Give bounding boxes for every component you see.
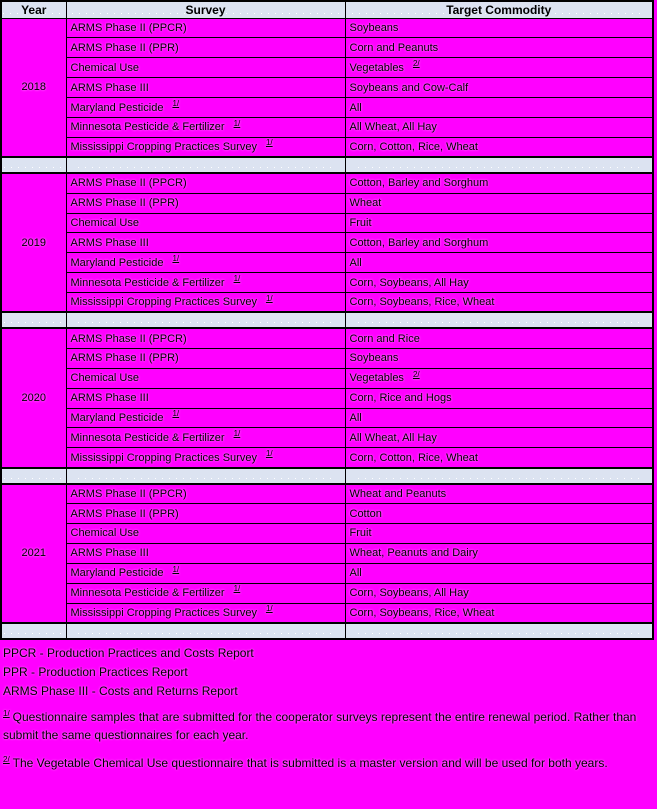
commodity-cell-text: All Wheat, All Hay <box>349 431 437 444</box>
survey-cell-text: ARMS Phase II (PPR) <box>70 197 179 210</box>
survey-cell-text: Mississippi Cropping Practices Survey <box>70 451 257 464</box>
survey-cell <box>66 428 345 448</box>
separator-cell <box>1 623 66 639</box>
footnote-marker: 2/ <box>412 369 420 379</box>
footnote-marker: 1/ <box>265 138 273 148</box>
survey-cell <box>66 58 345 78</box>
survey-cell <box>66 233 345 253</box>
commodity-cell-text: Corn, Soybeans, All Hay <box>349 276 469 289</box>
table-row <box>1 38 653 58</box>
survey-cell-text: Mississippi Cropping Practices Survey <box>70 606 257 619</box>
commodity-cell-text: Wheat, Peanuts and Dairy <box>349 547 478 560</box>
survey-cell <box>66 98 345 118</box>
footnote-2-text: The Vegetable Chemical Use questionnaire that is submitted is a master version and will be used for both years. <box>12 755 608 770</box>
separator-cell <box>1 312 66 328</box>
table-row <box>1 428 653 448</box>
survey-cell <box>66 38 345 58</box>
commodity-cell-text: All <box>349 256 362 269</box>
table-row <box>1 448 653 468</box>
footnote-marker: 1/ <box>233 273 241 283</box>
table-row <box>1 603 653 623</box>
survey-cell <box>66 563 345 583</box>
survey-cell <box>66 273 345 293</box>
commodity-cell <box>345 543 653 563</box>
table-row <box>1 137 653 157</box>
survey-cell-text: ARMS Phase III <box>70 236 149 249</box>
separator-cell <box>345 623 653 639</box>
survey-cell <box>66 603 345 623</box>
survey-cell-text: Chemical Use <box>70 61 139 74</box>
commodity-cell <box>345 98 653 118</box>
survey-cell-text: Chemical Use <box>70 216 139 229</box>
table-row <box>1 583 653 603</box>
survey-cell <box>66 173 345 193</box>
commodity-cell-text: Corn, Rice and Hogs <box>349 392 452 405</box>
table-row <box>1 98 653 118</box>
commodity-cell-text: Soybeans <box>349 352 399 365</box>
commodity-cell <box>345 293 653 313</box>
commodity-cell-text: Soybeans and Cow-Calf <box>349 81 469 94</box>
year-cell: 2021 <box>1 484 66 623</box>
abbreviation-ppcr: PPCR - Production Practices and Costs Report <box>3 645 254 660</box>
survey-cell-text: Minnesota Pesticide & Fertilizer <box>70 431 225 444</box>
table-row <box>1 523 653 543</box>
survey-cell <box>66 193 345 213</box>
survey-cell-text: Maryland Pesticide <box>70 411 164 424</box>
survey-cell <box>66 78 345 98</box>
table-header <box>1 1 653 18</box>
separator-row <box>1 157 653 173</box>
survey-cell <box>66 543 345 563</box>
separator-cell <box>1 468 66 484</box>
survey-cell-text: Maryland Pesticide <box>70 256 164 269</box>
commodity-cell-text: Corn and Rice <box>349 332 420 345</box>
survey-cell <box>66 213 345 233</box>
commodity-cell <box>345 58 653 78</box>
table-row <box>1 504 653 524</box>
separator-cell <box>66 157 345 173</box>
survey-cell <box>66 484 345 504</box>
survey-cell <box>66 504 345 524</box>
commodity-cell <box>345 583 653 603</box>
survey-cell-text: Minnesota Pesticide & Fertilizer <box>70 276 225 289</box>
commodity-cell-text: Vegetables <box>349 372 404 385</box>
separator-cell <box>1 157 66 173</box>
survey-cell-text: ARMS Phase II (PPR) <box>70 41 179 54</box>
survey-cell-text: Chemical Use <box>70 372 139 385</box>
survey-cell-text: ARMS Phase II (PPR) <box>70 352 179 365</box>
commodity-cell-text: Corn, Soybeans, Rice, Wheat <box>349 296 495 309</box>
commodity-cell <box>345 273 653 293</box>
survey-cell-text: ARMS Phase III <box>70 81 149 94</box>
separator-row <box>1 623 653 639</box>
survey-cell-text: ARMS Phase III <box>70 392 149 405</box>
separator-row <box>1 468 653 484</box>
commodity-cell <box>345 233 653 253</box>
col-header-survey: Survey <box>66 1 345 18</box>
footnote-marker: 1/ <box>172 98 180 108</box>
commodity-cell <box>345 38 653 58</box>
footnote-marker: 1/ <box>265 604 273 614</box>
table-row <box>1 273 653 293</box>
footnote-marker: 1/ <box>233 429 241 439</box>
separator-cell <box>345 157 653 173</box>
commodity-cell <box>345 18 653 38</box>
commodity-cell <box>345 193 653 213</box>
table-row <box>1 117 653 137</box>
abbreviation-ppr: PPR - Production Practices Report <box>3 664 188 679</box>
commodity-cell-text: All <box>349 101 362 114</box>
survey-cell <box>66 408 345 428</box>
commodity-cell-text: All Wheat, All Hay <box>349 121 437 134</box>
footnote-marker: 1/ <box>265 448 273 458</box>
abbreviation-arms-phase-3: ARMS Phase III - Costs and Returns Report <box>3 683 238 698</box>
year-cell: 2018 <box>1 18 66 157</box>
separator-cell <box>66 623 345 639</box>
table-row <box>1 78 653 98</box>
table-row <box>1 213 653 233</box>
survey-cell <box>66 448 345 468</box>
footnote-marker: 1/ <box>172 409 180 419</box>
survey-cell <box>66 368 345 388</box>
footnote-1 <box>3 708 651 744</box>
commodity-cell-text: Wheat <box>349 197 382 210</box>
commodity-cell-text: Fruit <box>349 216 372 229</box>
commodity-cell <box>345 603 653 623</box>
survey-cell <box>66 523 345 543</box>
survey-cell <box>66 328 345 348</box>
table-row <box>1 193 653 213</box>
separator-cell <box>345 312 653 328</box>
table-row <box>1 368 653 388</box>
footnote-marker: 1/ <box>172 254 180 264</box>
survey-cell <box>66 253 345 273</box>
col-header-year: Year <box>1 1 66 18</box>
commodity-cell-text: Cotton, Barley and Sorghum <box>349 177 489 190</box>
table-body <box>1 18 653 639</box>
survey-cell-text: Maryland Pesticide <box>70 567 164 580</box>
commodity-cell <box>345 328 653 348</box>
footnote-1-text: Questionnaire samples that are submitted for the cooperator surveys represent the entire renewal period. Rather than submit the same questionnaires for each year. <box>3 709 637 742</box>
survey-cell-text: ARMS Phase II (PPR) <box>70 507 179 520</box>
year-cell: 2019 <box>1 173 66 312</box>
footnote-marker: 1/ <box>265 293 273 303</box>
table-row <box>1 58 653 78</box>
table-row <box>1 293 653 313</box>
survey-cell-text: Chemical Use <box>70 527 139 540</box>
col-header-target-commodity: Target Commodity <box>345 1 653 18</box>
commodity-cell-text: Wheat and Peanuts <box>349 487 447 500</box>
survey-cell-text: Minnesota Pesticide & Fertilizer <box>70 587 225 600</box>
commodity-cell <box>345 213 653 233</box>
commodity-cell-text: Cotton <box>349 507 382 520</box>
footnotes-section <box>0 640 657 772</box>
table-row <box>1 253 653 273</box>
survey-cell-text: Mississippi Cropping Practices Survey <box>70 296 257 309</box>
survey-cell <box>66 18 345 38</box>
table-row <box>1 348 653 368</box>
footnote-marker: 1/ <box>233 584 241 594</box>
survey-cell <box>66 348 345 368</box>
commodity-cell-text: Corn and Peanuts <box>349 41 439 54</box>
commodity-cell <box>345 428 653 448</box>
commodity-cell <box>345 78 653 98</box>
table-row <box>1 18 653 38</box>
commodity-cell <box>345 368 653 388</box>
footnote-marker: 1/ <box>233 118 241 128</box>
survey-cell <box>66 293 345 313</box>
table-row <box>1 233 653 253</box>
survey-cell-text: ARMS Phase II (PPCR) <box>70 21 187 34</box>
table-row <box>1 328 653 348</box>
footnote-marker: 2/ <box>412 59 420 69</box>
commodity-cell <box>345 388 653 408</box>
commodity-cell <box>345 173 653 193</box>
table-row <box>1 408 653 428</box>
commodity-cell-text: Soybeans <box>349 21 399 34</box>
footnote-marker: 1/ <box>172 564 180 574</box>
table-row <box>1 173 653 193</box>
commodity-cell-text: Cotton, Barley and Sorghum <box>349 236 489 249</box>
table-row <box>1 484 653 504</box>
survey-cell-text: Maryland Pesticide <box>70 101 164 114</box>
commodity-cell <box>345 523 653 543</box>
survey-cell <box>66 583 345 603</box>
commodity-cell <box>345 117 653 137</box>
commodity-cell-text: Corn, Soybeans, All Hay <box>349 587 469 600</box>
separator-row <box>1 312 653 328</box>
survey-cell-text: ARMS Phase II (PPCR) <box>70 332 187 345</box>
commodity-cell-text: Corn, Soybeans, Rice, Wheat <box>349 606 495 619</box>
survey-cell-text: ARMS Phase II (PPCR) <box>70 487 187 500</box>
commodity-cell <box>345 137 653 157</box>
year-cell: 2020 <box>1 328 66 467</box>
commodity-cell <box>345 484 653 504</box>
footnote-2 <box>3 754 651 772</box>
commodity-cell-text: All <box>349 411 362 424</box>
commodity-cell-text: Fruit <box>349 527 372 540</box>
separator-cell <box>345 468 653 484</box>
commodity-cell-text: All <box>349 567 362 580</box>
commodity-cell <box>345 563 653 583</box>
commodity-cell-text: Vegetables <box>349 61 404 74</box>
commodity-cell <box>345 504 653 524</box>
commodity-cell <box>345 253 653 273</box>
survey-cell-text: ARMS Phase III <box>70 547 149 560</box>
survey-cell <box>66 388 345 408</box>
commodity-cell-text: Corn, Cotton, Rice, Wheat <box>349 451 478 464</box>
table-row <box>1 543 653 563</box>
survey-cell <box>66 137 345 157</box>
separator-cell <box>66 312 345 328</box>
survey-cell-text: Minnesota Pesticide & Fertilizer <box>70 121 225 134</box>
table-row <box>1 388 653 408</box>
survey-cell-text: Mississippi Cropping Practices Survey <box>70 141 257 154</box>
commodity-cell <box>345 408 653 428</box>
footnote-2-marker: 2/ <box>3 754 10 764</box>
header-row <box>1 1 653 18</box>
survey-cell <box>66 117 345 137</box>
survey-cell-text: ARMS Phase II (PPCR) <box>70 177 187 190</box>
commodity-cell-text: Corn, Cotton, Rice, Wheat <box>349 141 478 154</box>
separator-cell <box>66 468 345 484</box>
table-row <box>1 563 653 583</box>
footnote-1-marker: 1/ <box>3 708 10 718</box>
commodity-cell <box>345 348 653 368</box>
commodity-cell <box>345 448 653 468</box>
